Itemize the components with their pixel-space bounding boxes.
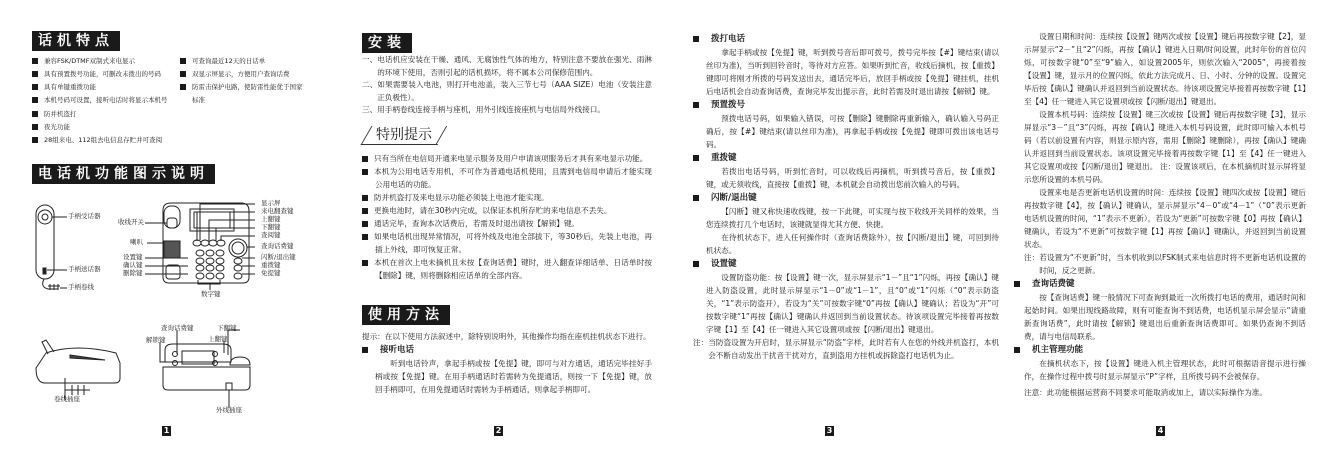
- owner-heading: 机主管理功能: [1014, 343, 1306, 357]
- tip-item: 只有当所在电信局开通来电显示服务及用户申请该项服务后才具有来电显示功能。: [362, 152, 652, 165]
- note: 注意：此功能根据运营商不同要求可能取消或加上，请以实际操作为准。: [1024, 388, 1267, 397]
- feature-item: 双显示屏显示，方便用户查询话费: [180, 68, 290, 81]
- label-up-key: 上翻键: [261, 215, 281, 223]
- label-down-key-back: 下翻键: [217, 324, 237, 332]
- diagram-title: 电话机功能图示说明: [32, 164, 215, 184]
- owner-text: 在摘机状态下，按【设置】键进入机主管理状态，此时可根据语音提示进行操作，在操作过程中拨号时显示屏显示“P”字样，且所拨号码不会被保存。: [1024, 359, 1306, 381]
- label-review-key: 查阅键: [261, 231, 281, 239]
- fee-heading: 查询话费键: [1014, 277, 1306, 291]
- page-number: 3: [826, 426, 833, 435]
- section-heading-predial: 预置拨号: [693, 98, 999, 112]
- tip-item: 更换电池时，请在30秒内完成，以保证本机所存贮的来电信息不丢失。: [362, 204, 652, 217]
- install-list: [362, 54, 652, 117]
- settings-text: 设置来电是否更新电话机设置的时间：连续按【设置】键四次或按【设置】键后再按数字键【4】，按【确认】键确认，显示屏显示“4－0”或“4－1”（“0”表示更新电话机设置的时间，“1”表示不更新），若设为“更新”可按数字键【0】再按【确认】键确认，若设为“不更新”可按数字键【1】再按【确认】键确认，并返回到当前设置状态。: [1024, 188, 1306, 249]
- install-item: 一、电话机应安装在干燥、通风、无腐蚀性气体的地方，特别注意不要放在强光、雨淋的环境下使用，否则引起的话机损坏，将不属本公司保修范围内。: [362, 55, 652, 77]
- label-hook-switch: 收线开关: [118, 218, 144, 226]
- feature-item: 兼容FSK/DTMF双制式来电显示: [32, 55, 135, 68]
- section-text: 拿起手柄或按【免提】键，听到拨号音后即可拨号，拨号完毕按【#】键结束(请以丝印为准)，当听到回铃音时，等待对方应答。如果听到忙音，收线后摘机，按【重拨】键即可将刚才所拨的号码发送出去，通话完毕后，放回手柄或按【免提】键挂机，挂机后电话机会自动查询话费，查询完毕发出提示音，此时若需及时退出请按【解锁】键。: [706, 48, 999, 96]
- label-caller-id-key: 来电翻查键: [261, 207, 294, 215]
- section-heading-dial: 拨打电话: [693, 32, 999, 46]
- feature-item: 夜光功能: [32, 121, 70, 134]
- section-heading-settings: 设置键: [693, 257, 999, 271]
- label-delete-key: 删除键: [123, 269, 143, 277]
- label-flash-exit-key: 闪断/退出键: [261, 253, 296, 261]
- label-set-key: 设置键: [123, 253, 143, 261]
- label-down-key: 下翻键: [261, 223, 281, 231]
- tip-item: 防并机盗打及来电显示功能必须装上电池才能实现。: [362, 191, 652, 204]
- usage-title: 使用方法: [362, 305, 450, 325]
- section-text: 若拨出电话号码，听到忙音时，可以收线后再摘机，听到拨号音后，按【重拨】键，或无须收线，直接按【重拨】键，本机就会自动拨出您前次输入的号码。: [706, 167, 999, 189]
- label-handsfree-key: 免提键: [261, 269, 281, 277]
- note: 注：若设置为“不更新”时，当本机收到以FSK制式来电信息时将不更新电话机设置的时间，反之更新。: [1024, 253, 1306, 275]
- handset-illustration: [36, 205, 67, 290]
- usage-hint: 提示：在以下使用方法叙述中，除特别说明外，其他操作均指在座机挂机状态下进行。: [362, 332, 651, 341]
- label-handset-receiver: 手柄受话器: [68, 212, 101, 220]
- page-3: [693, 32, 999, 362]
- section-heading-redial: 重拨键: [693, 151, 999, 165]
- feature-item: 防并机盗打: [32, 108, 77, 121]
- section-heading-flash: 闪断/退出键: [693, 191, 999, 205]
- back-view-illustration: [160, 330, 250, 408]
- section-text: 设置防盗功能：按【设置】键一次，显示屏显示“1－”且“1”闪烁，再按【确认】键进入防盗设置，此时显示屏显示“1－0”或“1－1”，且“0”或“1”闪烁（“0”表示防盗关，“1”表示防盗开），若设为“关”可按数字键“0”再按【确认】键确认；若设为“开”可按数字键“1”再按【确认】键确认并返回到当前设置状态。待该项设置完毕接着再按数字键【1】至【4】任一键进入其它设置项或按【闪断/退出】键退出。: [706, 273, 999, 334]
- install-title: 安装: [362, 33, 412, 53]
- label-redial-key: 重拨键: [261, 261, 281, 269]
- label-number-keys: 数字键: [201, 290, 221, 298]
- note: 注：当防盗设置为开启时，显示屏显示“防盗”字样，此时若有人在您的外线并机盗打，本机会不断自动发出干扰音干扰对方，直到盗用方挂机或拆除盗打电话机为止。: [693, 338, 999, 360]
- feature-item: 具有单键重拨功能: [32, 81, 96, 94]
- label-line-jack: 外线插座: [216, 406, 242, 414]
- settings-text: 设置日期和时间：连续按【设置】键两次或按【设置】键后再按数字键【2】，显示屏显示“2－”且“2”闪烁，再按【确认】键进入日期/时间设置，此时年份的首位闪烁，可按数字键“0”至“9”输入，如设置2005年，则依次输入“2005”，再接着按【设置】键，显示月的位置闪烁，依此方法完成月、日、小时、分钟的设置。设置完毕后按【确认】键确认并返回到当前设置状态。待该项设置完毕接着再按数字键【1】至【4】任一键进入其它设置项或按【闪断/退出】键退出。: [1024, 32, 1306, 106]
- feature-item: 防雷击保护电路，使防雷性能优于国家标准: [180, 81, 305, 107]
- label-cord-jack: 卷线插座: [54, 395, 80, 403]
- usage-section: [362, 330, 652, 396]
- feature-item: 28组来电、112组去电信息存贮并可查阅: [32, 134, 162, 147]
- label-handset-cord: 手柄卷线: [68, 283, 94, 291]
- features-title: 话机特点: [32, 31, 120, 51]
- section-text: 【闪断】键又称快速收线键，按一下此键，可实现与按下收线开关同样的效果，当您连续拨打几个电话时，该键就显得尤其方便、快捷。: [706, 207, 999, 229]
- label-unlock-key: 解锁键: [146, 336, 166, 344]
- tips-title: 特别提示: [366, 126, 442, 144]
- tip-item: 本机在首次上电未摘机且未按【查询话费】键时，进入翻查详细话单、日话单时按【删除】键，则将删除相应话单的全部内容。: [362, 256, 652, 282]
- tip-item: 如果电话机出现异常情况，可将外线及电池全部拔下，等30秒后，先装上电池，再插上外线，即可恢复正常。: [362, 230, 652, 256]
- tip-item: 本机为公用电话专用机，不可作为普通电话机使用，且需到电信局申请后才能实现公用电话的功能。: [362, 165, 652, 191]
- page-4: [1024, 30, 1306, 399]
- base-illustration: [145, 203, 255, 290]
- feature-item: 可查询最近12天的日话单: [180, 55, 265, 68]
- label-fee-query-key: 查询话费键: [261, 242, 294, 250]
- answer-heading: 接听电话: [362, 343, 652, 357]
- label-display: 显示屏: [261, 199, 281, 207]
- fee-text: 按【查询话费】键一般情况下可查询到最近一次所拨打电话的费用，通话时间和起始时间。如果出现线路故障，则有可能查询不到话费，电话机显示屏会显示“请重新查询话费”，此时请按【解锁】键退出后重新查询话费即可。如果仍查询不到话费，请与电信局联系。: [1024, 293, 1306, 341]
- label-up-key-back: 上翻键: [208, 335, 228, 343]
- side-view-illustration: [36, 340, 120, 400]
- label-fee-query-key-back: 查询话费键: [161, 324, 194, 332]
- tip-item: 通话完毕，查询本次话费后，若需及时退出请按【解锁】键。: [362, 217, 652, 230]
- label-handset-mic: 手柄送话器: [68, 265, 101, 273]
- install-item: 二、如果需要装入电池，则打开电池盖，装入三节七号（AAA SIZE）电池（安装注意正负极性）。: [362, 80, 652, 102]
- page-number: 4: [1157, 426, 1164, 435]
- answer-text: 听到电话铃声，拿起手柄或按【免提】键，即可与对方通话，通话完毕挂好手柄或按【免提】键。在用手柄通话时若需转为免提通话，则按一下【免提】键，放回手柄即可，在用免提通话时需转为手柄通话，则拿起手柄即可。: [375, 359, 652, 394]
- feature-item: 具有预置拨号功能，可删改未拨出的号码: [32, 68, 161, 81]
- page-number: 1: [163, 426, 170, 435]
- page-number: 2: [495, 426, 502, 435]
- section-text: 预拨电话号码，如果输入错误，可按【删除】键删除再重新输入，确认输入号码正确后，按【#】键结束(请以丝印为准)，再拿起手柄或按【免提】键即可拨出该电话号码。: [706, 114, 999, 149]
- label-confirm-key: 确认键: [123, 261, 143, 269]
- tips-list: [362, 152, 652, 282]
- section-text: 在待机状态下，进入任何操作时（查询话费除外），按【闪断/退出】键，可回到待机状态。: [706, 233, 999, 255]
- label-speaker: 喇叭: [130, 238, 143, 246]
- feature-item: 本机号码可设置，接听电话时将显示本机号: [32, 94, 168, 107]
- settings-text: 设置本机号码：连续按【设置】键三次或按【设置】键后再按数字键【3】，显示屏显示“3－”且“3”闪烁，再按【确认】键进入本机号码设置，此时即可输入本机号码（若以前设置有内容，则显示原内容，需用【删除】键删除），再按【确认】键确认并返回到当前设置状态。该项设置完毕接着再按数字键【1】至【4】任一键进入其它设置项或按【闪断/退出】键退出。 注：设置该项后，在本机摘机时显示屏将显示您所设置的本机号码。: [1024, 110, 1306, 184]
- install-item: 三、用手柄卷线连接手柄与座机，用外引线连接座机与电信局外线接口。: [362, 105, 605, 114]
